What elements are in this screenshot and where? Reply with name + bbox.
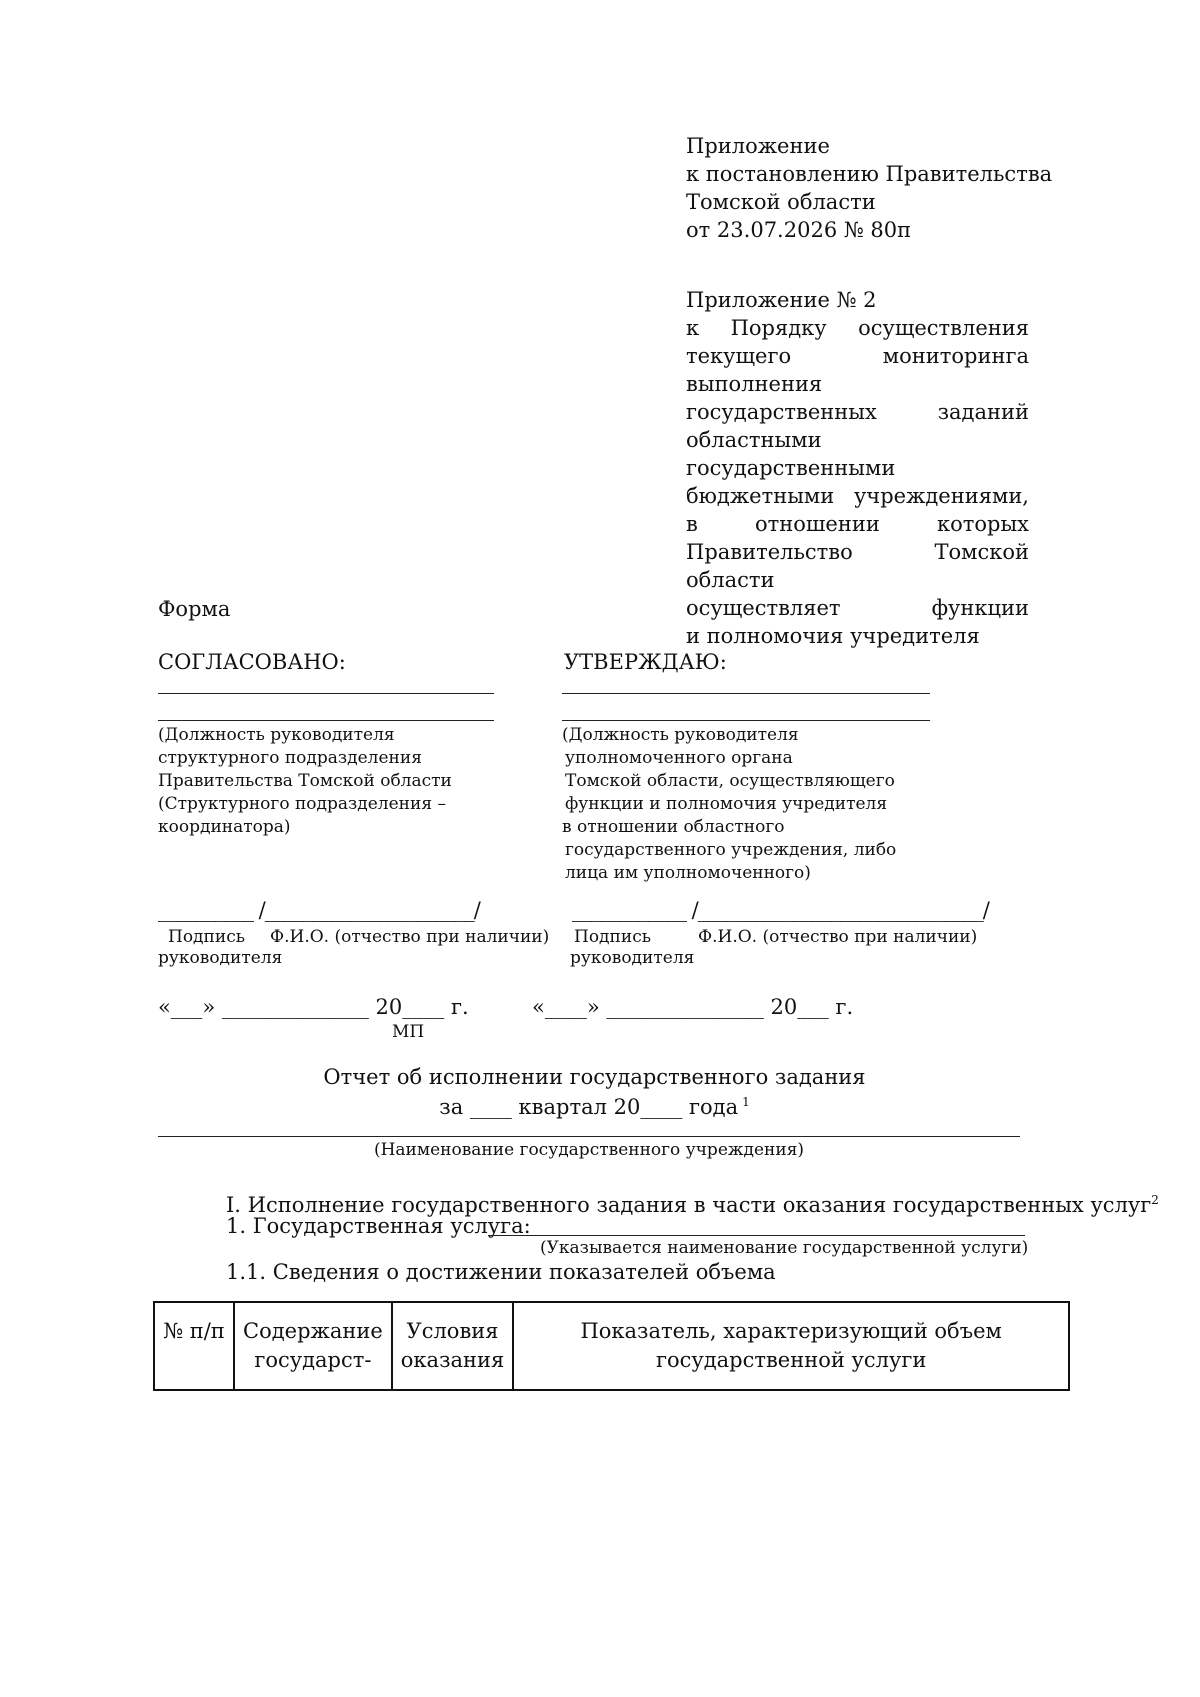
caption-line: государственного учреждения, либо [565, 840, 897, 860]
section-1-heading-text: I. Исполнение государственного задания в части оказания государственных услуг [226, 1193, 1152, 1217]
caption-line: Томской области, осуществляющего [565, 771, 895, 791]
table-header-row [154, 1302, 1069, 1390]
report-title: Отчет об исполнении государственного задания [323, 1065, 866, 1089]
appendix-1-line: Томской области [686, 190, 876, 214]
agreed-signature-line[interactable]: __________ /______________________/ [158, 898, 480, 922]
caption-line: уполномоченного органа [565, 748, 793, 768]
report-period-text[interactable]: за ____ квартал 20____ года [439, 1095, 739, 1119]
caption-line: структурного подразделения [158, 748, 422, 768]
appendix-2-line: государственных заданий [686, 400, 1029, 424]
caption-line: (Должность руководителя [562, 725, 799, 745]
appendix-2-title: Приложение № 2 [686, 288, 877, 312]
appendix-2-body [686, 314, 1029, 650]
approve-position-line-2[interactable] [562, 720, 930, 721]
header-cell-number: № п/п [154, 1302, 234, 1390]
header-cell-conditions: Условия оказания [392, 1302, 514, 1390]
caption-line: функции и полномочия учредителя [565, 794, 888, 814]
footnote-ref-2: 2 [1151, 1193, 1159, 1207]
appendix-1-line: к постановлению Правительства [686, 162, 1053, 186]
approve-title: УТВЕРЖДАЮ: [564, 650, 727, 674]
appendix-2-line: Правительство Томской области [686, 540, 1029, 592]
form-label: Форма [158, 597, 231, 621]
institution-name-line[interactable] [158, 1136, 1020, 1137]
section-1-1-heading: 1.1. Сведения о достижении показателей объема [226, 1260, 776, 1284]
approve-signature-line[interactable]: ____________ /______________________________/ [572, 898, 989, 922]
appendix-1-line: Приложение [686, 134, 830, 158]
agreed-position-line-1[interactable] [158, 693, 494, 694]
agreed-position-caption [158, 724, 452, 839]
report-period [0, 1088, 1189, 1121]
appendix-2-block [686, 286, 1029, 650]
approve-signature-label: Подпись [574, 927, 651, 947]
appendix-2-line: в отношении которых [686, 512, 1029, 536]
approve-position-line-1[interactable] [562, 693, 930, 694]
approve-position-caption [562, 724, 896, 885]
agreed-date-line[interactable]: «___» ______________ 20____ г. [158, 995, 469, 1019]
appendix-2-line: к Порядку осуществления [686, 316, 1029, 340]
appendix-1-block [686, 132, 1052, 244]
caption-line: лица им уполномоченного) [565, 863, 811, 883]
agreed-fio-label: Ф.И.О. (отчество при наличии) [270, 927, 550, 947]
approve-date-line[interactable]: «____» _______________ 20___ г. [532, 995, 854, 1019]
appendix-1-line: от 23.07.2026 № 80п [686, 218, 912, 242]
caption-line: (Должность руководителя [158, 725, 395, 745]
volume-indicators-table [153, 1301, 1070, 1391]
caption-line: Правительства Томской области [158, 771, 452, 791]
approve-fio-label: Ф.И.О. (отчество при наличии) [698, 927, 978, 947]
agreed-signature-label-2: руководителя [158, 948, 283, 968]
appendix-2-line: осуществляет функции [686, 596, 1029, 620]
caption-line: (Структурного подразделения – [158, 794, 446, 814]
institution-caption: (Наименование государственного учреждения) [373, 1140, 805, 1160]
caption-line: в отношении областного [562, 817, 785, 837]
caption-line: координатора) [158, 817, 291, 837]
agreed-signature-label: Подпись [168, 927, 245, 947]
header-cell-content: Содержание государст- [234, 1302, 392, 1390]
approve-signature-label-2: руководителя [570, 948, 695, 968]
appendix-2-line: и полномочия учредителя [686, 624, 980, 648]
appendix-2-line: бюджетными учреждениями, [686, 484, 1029, 508]
stamp-label: МП [392, 1022, 425, 1042]
service-caption: (Указывается наименование государственной услуги) [540, 1238, 1029, 1258]
header-cell-volume-indicator: Показатель, характеризующий объем государственной услуги [513, 1302, 1069, 1390]
agreed-position-line-2[interactable] [158, 720, 494, 721]
appendix-2-line: текущего мониторинга выполнения [686, 344, 1029, 396]
service-name-line[interactable] [488, 1235, 1025, 1236]
footnote-ref-1: 1 [742, 1095, 750, 1109]
appendix-2-line: областными государственными [686, 428, 896, 480]
service-label: 1. Государственная услуга: [226, 1214, 531, 1238]
agreed-title: СОГЛАСОВАНО: [158, 650, 346, 674]
